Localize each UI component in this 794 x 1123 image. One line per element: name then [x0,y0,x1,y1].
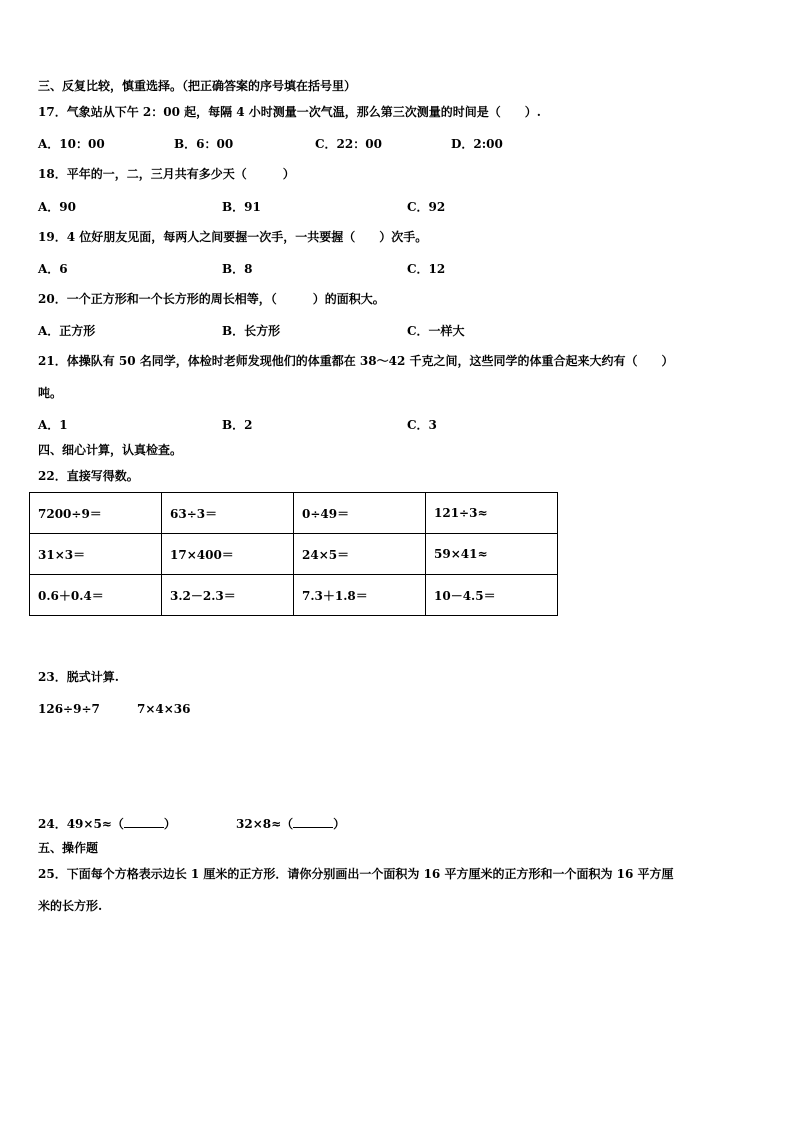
q18-option-c[interactable]: C．92 [407,200,446,214]
table-cell[interactable]: 17×400＝ [162,534,294,575]
q20-option-a[interactable]: A．正方形 [38,324,96,338]
q20-text: 20．一个正方形和一个长方形的周长相等，（ ）的面积大。 [38,292,385,306]
table-cell[interactable]: 0÷49＝ [294,493,426,534]
table-cell[interactable]: 0.6＋0.4＝ [30,575,162,616]
q19-option-c[interactable]: C．12 [407,262,446,276]
q21-text-line2: 吨。 [38,386,63,400]
q20-option-b[interactable]: B．长方形 [222,324,281,338]
q23-expr2: 7×4×36 [137,702,191,716]
q17-options [38,135,794,151]
table-cell[interactable]: 7.3＋1.8＝ [294,575,426,616]
q20-options [38,322,794,338]
q19-text: 19．4 位好朋友见面，每两人之间要握一次手，一共要握（ ）次手。 [38,230,428,244]
q18-option-a[interactable]: A．90 [38,200,77,214]
q24-part2 [236,815,345,832]
q19-option-b[interactable]: B．8 [222,262,253,276]
q19-option-a[interactable]: A．6 [38,262,68,276]
q24-part1 [38,815,176,832]
q18-options [38,198,794,214]
q24-answer-blank-1[interactable] [124,815,164,828]
table-row [30,534,558,575]
q17-text: 17．气象站从下午 2：00 起，每隔 4 小时测量一次气温，那么第三次测量的时间是（ ）. [38,105,541,119]
q23-expr1: 126÷9÷7 [38,702,100,716]
q24-part2-close: ） [333,817,346,831]
q21-option-c[interactable]: C．3 [407,418,437,432]
section5-title: 五、操作题 [38,841,99,855]
table-cell[interactable]: 31×3＝ [30,534,162,575]
q21-option-a[interactable]: A．1 [38,418,68,432]
q21-option-b[interactable]: B．2 [222,418,253,432]
q17-option-a[interactable]: A．10：00 [38,137,105,151]
q24-answer-blank-2[interactable] [293,815,333,828]
q23-text: 23．脱式计算. [38,670,119,684]
q17-option-c[interactable]: C．22：00 [315,137,382,151]
q25-text-line1: 25．下面每个方格表示边长 1 厘米的正方形．请你分别画出一个面积为 16 平方厘米的正方形和一个面积为 16 平方厘 [38,867,674,881]
q24-part1-label: 24．49×5≈（ [38,817,124,831]
q18-text: 18．平年的一，二，三月共有多少天（ ） [38,167,295,181]
table-cell[interactable]: 121÷3≈ [426,493,558,534]
q21-options [38,416,794,432]
table-cell[interactable]: 59×41≈ [426,534,558,575]
table-cell[interactable]: 7200÷9＝ [30,493,162,534]
q24-part2-label: 32×8≈（ [236,817,294,831]
q17-option-b[interactable]: B．6：00 [174,137,234,151]
table-cell[interactable]: 24×5＝ [294,534,426,575]
q21-text-line1: 21．体操队有 50 名同学，体检时老师发现他们的体重都在 38～42 千克之间，这些同学的体重合起来大约有（ ） [38,354,674,368]
section3-title: 三、反复比较，慎重选择。（把正确答案的序号填在括号里） [38,79,357,93]
q25-text-line2: 米的长方形. [38,899,103,913]
q17-option-d[interactable]: D．2:00 [451,137,503,151]
q18-option-b[interactable]: B．91 [222,200,261,214]
table-cell[interactable]: 3.2－2.3＝ [162,575,294,616]
q20-option-c[interactable]: C．一样大 [407,324,465,338]
section4-title: 四、细心计算，认真检查。 [38,443,183,457]
table-cell[interactable]: 63÷3＝ [162,493,294,534]
table-row [30,493,558,534]
table-row [30,575,558,616]
mental-math-table [29,492,558,616]
q24-part1-close: ） [163,817,176,831]
q19-options [38,260,794,276]
table-cell[interactable]: 10－4.5＝ [426,575,558,616]
q22-text: 22．直接写得数。 [38,469,139,483]
